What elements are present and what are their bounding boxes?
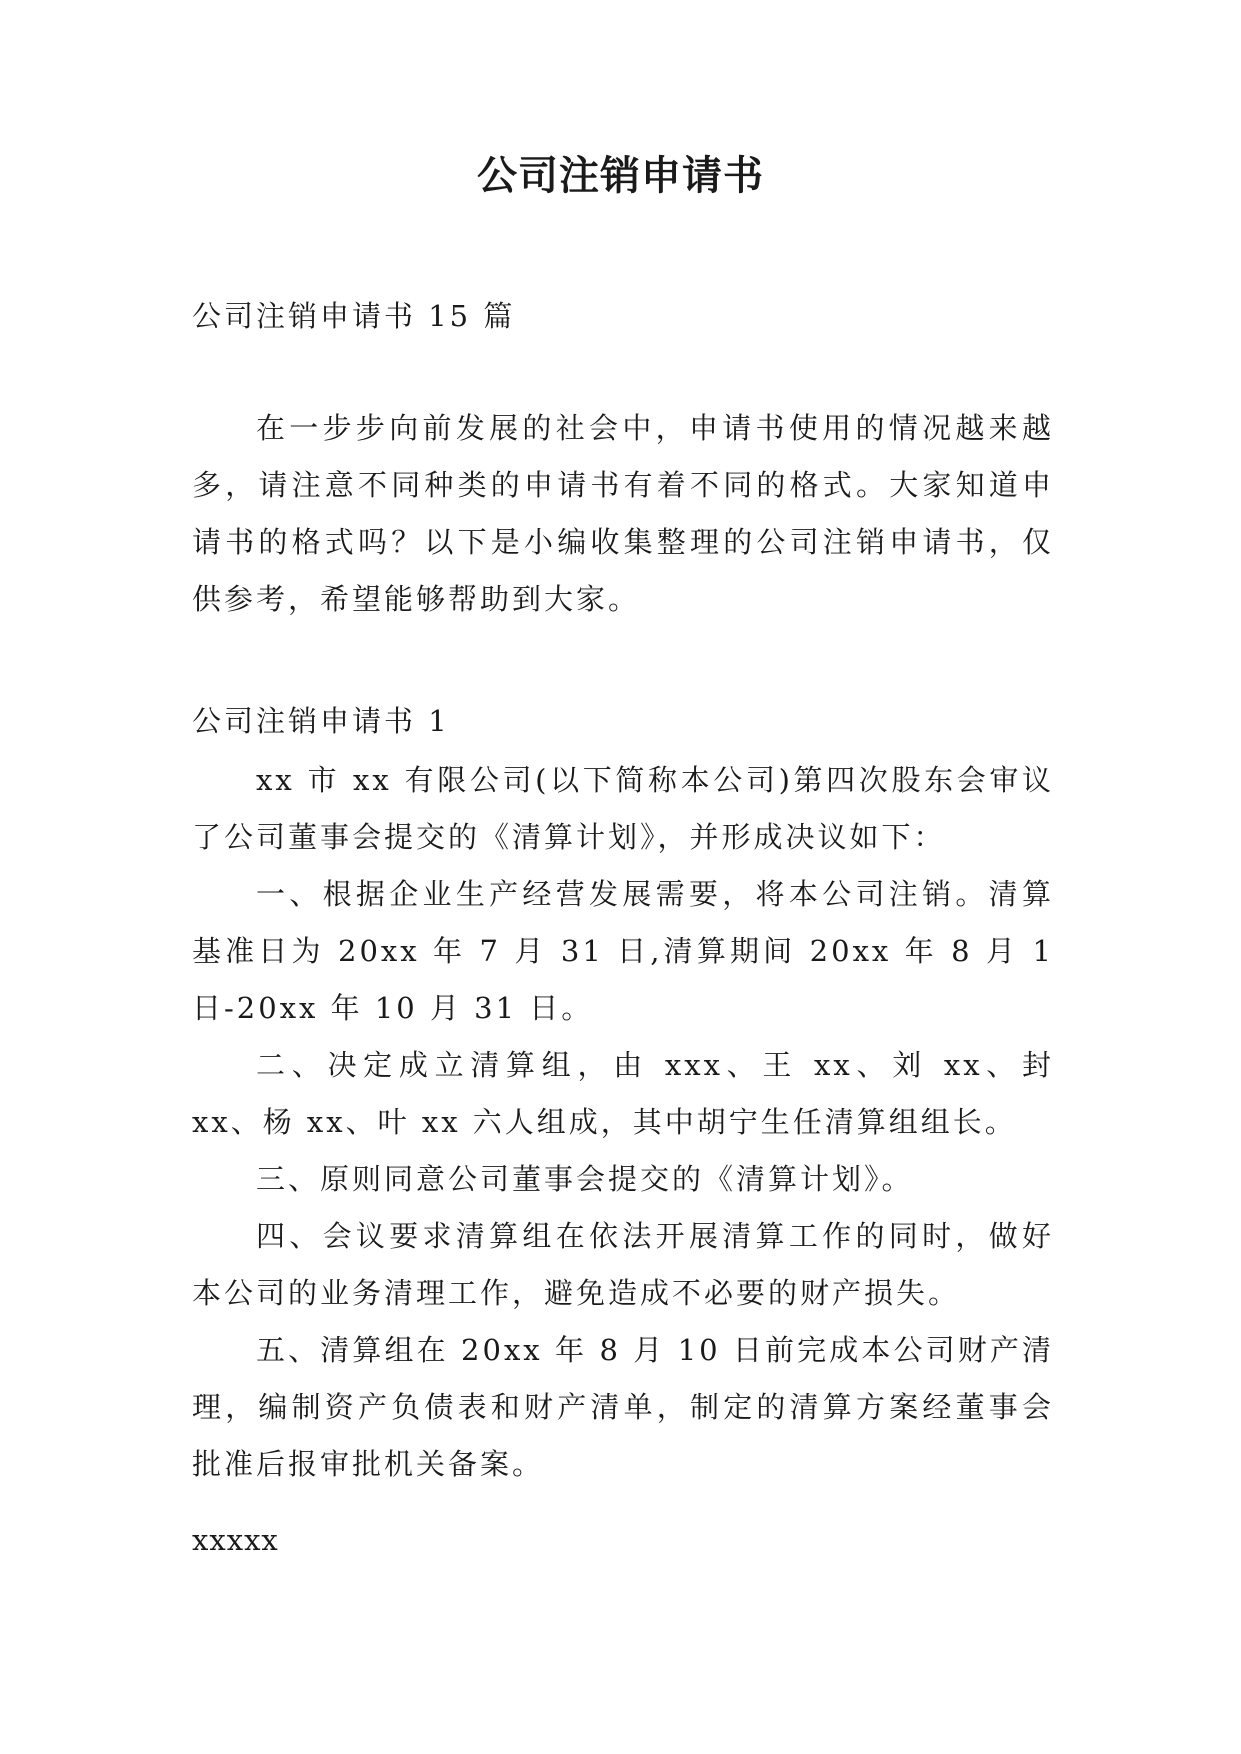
section-heading: 公司注销申请书 1: [192, 704, 450, 738]
body-paragraph: 二、决定成立清算组，由 xxx、王 xx、刘 xx、封 xx、杨 xx、叶 xx 六人组成，其中胡宁生任清算组组长。: [192, 1048, 1054, 1139]
document-subtitle: 公司注销申请书 15 篇: [192, 299, 516, 333]
section-body: [192, 752, 1054, 1493]
body-paragraph: 五、清算组在 20xx 年 8 月 10 日前完成本公司财产清理，编制资产负债表和财产清单，制定的清算方案经董事会批准后报审批机关备案。: [192, 1333, 1054, 1481]
document-title: 公司注销申请书: [477, 153, 764, 199]
body-paragraph: xx 市 xx 有限公司(以下简称本公司)第四次股东会审议了公司董事会提交的《清算计划》，并形成决议如下：: [192, 763, 1054, 854]
signature: xxxxx: [192, 1523, 279, 1557]
intro-paragraph: 在一步步向前发展的社会中，申请书使用的情况越来越多，请注意不同种类的申请书有着不同的格式。大家知道申请书的格式吗？以下是小编收集整理的公司注销申请书，仅供参考，希望能够帮助到大家。: [192, 411, 1054, 616]
body-paragraph: 一、根据企业生产经营发展需要，将本公司注销。清算基准日为 20xx 年 7 月 31 日,清算期间 20xx 年 8 月 1 日-20xx 年 10 月 31 日。: [192, 877, 1054, 1025]
body-paragraph: 四、会议要求清算组在依法开展清算工作的同时，做好本公司的业务清理工作，避免造成不必要的财产损失。: [192, 1219, 1054, 1310]
body-paragraph: 三、原则同意公司董事会提交的《清算计划》。: [256, 1162, 914, 1196]
